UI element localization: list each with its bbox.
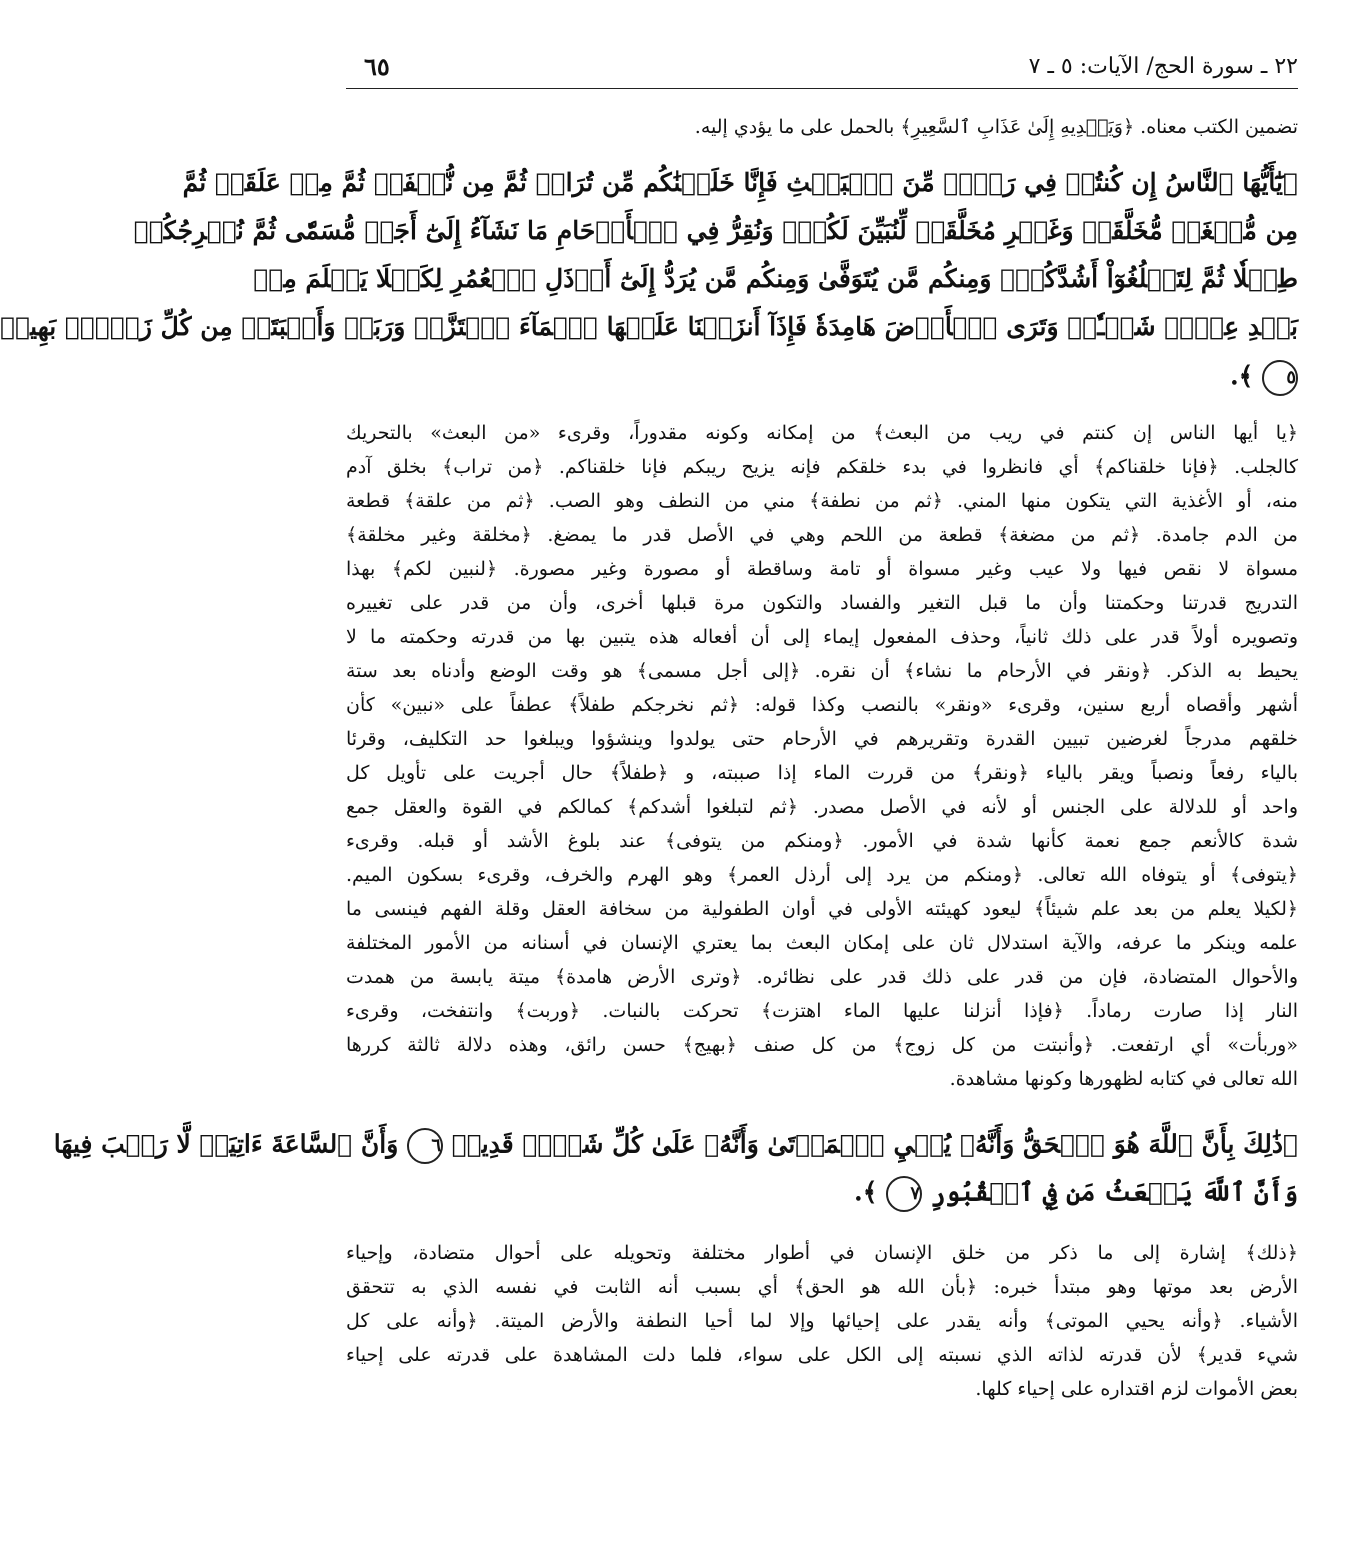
text-line: ﴿يتوفى﴾ أو يتوفاه الله تعالى. ﴿ومنكم من يرد إلى أرذل العمر﴾ وهو الهرم والخرف، وقرىء بسكون الميم. bbox=[346, 864, 1298, 886]
text-line: تضمين الكتب معناه. ﴿وَيَهۡدِيهِ إِلَىٰ عَذَابِ ٱلسَّعِيرِ﴾ بالحمل على ما يؤدي إليه. bbox=[694, 116, 1298, 138]
quran-line: بَعۡدِ عِلۡمٖ شَيۡـٔٗاۚ وَتَرَى ٱلۡأَرۡضَ هَامِدَةٗ فَإِذَآ أَنزَلۡنَا عَلَيۡهَا ٱلۡمَآءَ ٱهۡتَزَّتۡ وَرَبَتۡ وَأَنۢبَتَتۡ مِن كُلِّ زَوۡجِۭ بَهِيجٖ bbox=[0, 312, 1298, 341]
text-line: وتصويره أولاً قدر على ذلك ثانياً، وحذف المفعول إيماء إلى أن أفعاله هذه يتبين بها من قدرته وحكمته ما لا bbox=[346, 626, 1298, 648]
quran-line bbox=[53, 1128, 1298, 1164]
text-line: الأرض بعد موتها وهو مبتدأ خبره: ﴿بأن الله هو الحق﴾ أي بسبب أنه الثابت في نفسه الذي به تتحقق bbox=[346, 1276, 1298, 1298]
text-line: ﴿لكيلا يعلم من بعد علم شيئاً﴾ ليعود كهيئته الأولى في أوان الطفولية من سخافة العقل وقلة الفهم فينسى ما bbox=[346, 898, 1298, 920]
text-line: النار إذا صارت رماداً. ﴿فإذا أنزلنا عليها الماء اهتزت﴾ تحركت بالنبات. ﴿وربت﴾ وانتفخت، وقرىء bbox=[346, 1000, 1298, 1022]
text-line: مسواة لا نقص فيها ولا عيب وغير مسواة أو تامة وساقطة أو مصورة وغير مصورة. ﴿لنبين لكم﴾ بهذا bbox=[346, 558, 1299, 580]
quran-line: مِن مُّضۡغَةٖ مُّخَلَّقَةٖ وَغَيۡرِ مُخَلَّقَةٖ لِّنُبَيِّنَ لَكُمۡۚ وَنُقِرُّ فِي ٱلۡأَرۡحَامِ مَا نَشَآءُ إِلَىٰٓ أَجَلٖ مُّسَمّٗى ثُمَّ نُخۡرِجُكُمۡ bbox=[133, 216, 1298, 245]
text-line: والأحوال المتضادة، فإن من قدر على ذلك قدر على نظائره. ﴿وترى الأرض هامدة﴾ ميتة يابسة من همدت bbox=[346, 966, 1298, 988]
text-line: واحد أو للدلالة على الجنس أو لأنه في الأصل مصدر. ﴿ثم لتبلغوا أشدكم﴾ كمالكم في القوة والعقل جمع bbox=[346, 796, 1298, 818]
ayah-number-marker: ٧ bbox=[886, 1176, 922, 1212]
text-line: كالجلب. ﴿فإنا خلقناكم﴾ أي فانظروا في بدء خلقكم فإنه يزيح ريبكم فإنا خلقناكم. ﴿من تراب﴾ بخلق آدم bbox=[346, 456, 1298, 478]
text-line: ﴿يا أيها الناس إن كنتم في ريب من البعث﴾ من إمكانه وكونه مقدوراً، وقرىء «من البعث» بالتحريك bbox=[346, 422, 1298, 444]
text-line: شيء قدير﴾ لأن قدرته لذاته الذي نسبته إلى الكل على سواء، فلما دلت المشاهدة على قدرته على إحياء bbox=[346, 1344, 1298, 1366]
running-title: ٢٢ ـ سورة الحج/ الآيات: ٥ ـ ٧ bbox=[1028, 54, 1298, 79]
quran-line: وَأَنَّ ٱللَّهَ يَبۡعَثُ مَن فِي ٱلۡقُبُورِ ٧ ﴾. bbox=[346, 1176, 1298, 1212]
text-line: الله تعالى في كتابه لظهورها وكونها مشاهدة. bbox=[949, 1068, 1298, 1090]
text-line: ﴿ذلك﴾ إشارة إلى ما ذكر من خلق الإنسان في أطوار مختلفة وتحويله على أحوال متضادة، وإحياء bbox=[346, 1242, 1298, 1264]
text-line: من الدم جامدة. ﴿ثم من مضغة﴾ قطعة من اللحم وهي في الأصل قدر ما يمضغ. ﴿مخلقة وغير مخلقة﴾ bbox=[346, 524, 1298, 546]
text-line: أشهر وأقصاه أربع سنين، وقرىء «ونقر» بالنصب وكذا قوله: ﴿ثم نخرجكم طفلاً﴾ عطفاً على «نبين» كأن bbox=[346, 694, 1298, 716]
quran-line: طِفۡلٗا ثُمَّ لِتَبۡلُغُوٓاْ أَشُدَّكُمۡۖ وَمِنكُم مَّن يُتَوَفَّىٰ وَمِنكُم مَّن يُرَدُّ إِلَىٰٓ أَرۡذَلِ ٱلۡعُمُرِ لِكَيۡلَا يَعۡلَمَ مِنۢ bbox=[253, 264, 1298, 293]
text-line: شدة كالأنعم جمع نعمة كأنها شدة في الأمور. ﴿ومنكم من يتوفى﴾ عند بلوغ الأشد أو قبله. وقرىء bbox=[346, 830, 1298, 852]
ayah-number-marker: ٦ bbox=[407, 1128, 443, 1164]
text-line: يحيط به الذكر. ﴿ونقر في الأرحام ما نشاء﴾ أن نقره. ﴿إلى أجل مسمى﴾ هو وقت الوضع وأدناه بعد ستة bbox=[346, 660, 1298, 682]
ayah-number-marker: ٥ bbox=[1262, 360, 1298, 396]
header-rule bbox=[346, 88, 1298, 89]
text-line: بالياء رفعاً ونصباً ويقر بالياء ﴿ونقر﴾ من قررت الماء إذا صببته، و ﴿طفلاً﴾ حال أجريت على تأويل كل bbox=[346, 762, 1298, 784]
quran-verse-7-end: وَأَنَّ ٱللَّهَ يَبۡعَثُ مَن فِي ٱلۡقُبُورِ bbox=[930, 1177, 1298, 1207]
text-line: علمه وينكر ما عرفه، والآية استدلال ثان على إمكان البعث بما يعتري الإنسان في أسنانه من الأمور المختلفة bbox=[346, 932, 1298, 954]
text-line: «وربأت» أي ارتفعت. ﴿وأنبتت من كل زوج﴾ من كل صنف ﴿بهيج﴾ حسن رائق، وهذه دلالة ثالثة كررها bbox=[346, 1034, 1298, 1056]
text-line: بعض الأموات لزم اقتداره على إحياء كلها. bbox=[975, 1378, 1298, 1400]
text-line: خلقهم مدرجاً لغرضين تبيين القدرة وتقريرهم في الأرحام حتى يولدوا وينشؤوا ويبلغوا حد التكليف، وقرئا bbox=[346, 728, 1298, 750]
text-line: منه، أو الأغذية التي يتكون منها المني. ﴿ثم من نطفة﴾ مني من النطف وهو الصب. ﴿ثم من علقة﴾ قطعة bbox=[346, 490, 1298, 512]
text-line: الأشياء. ﴿وأنه يحيي الموتى﴾ وأنه يقدر على إحيائها وإلا لما أحيا النطفة والأرض الميتة. ﴿وأنه على كل bbox=[346, 1310, 1298, 1332]
quran-verse-7-start: وَأَنَّ ٱلسَّاعَةَ ءَاتِيَةٞ لَّا رَيۡبَ فِيهَا bbox=[53, 1129, 399, 1159]
text-line: التدريج قدرتنا وحكمتنا وأن ما قبل التغير والفساد والتكون مرة قبلها أخرى، وأن من قدر على تغييره bbox=[346, 592, 1298, 614]
page-number: ٦٥ bbox=[364, 52, 390, 81]
quran-verse-6: ﴿ذَٰلِكَ بِأَنَّ ٱللَّهَ هُوَ ٱلۡحَقُّ وَأَنَّهُۥ يُحۡيِ ٱلۡمَوۡتَىٰ وَأَنَّهُۥ عَلَىٰ كُلِّ شَيۡءٖ قَدِيرٞ bbox=[451, 1129, 1298, 1159]
quran-line: ﴿يَٰٓأَيُّهَا ٱلنَّاسُ إِن كُنتُمۡ فِي رَيۡبٖ مِّنَ ٱلۡبَعۡثِ فَإِنَّا خَلَقۡنَٰكُم مِّن تُرَابٖ ثُمَّ مِن نُّطۡفَةٖ ثُمَّ مِنۡ عَلَقَةٖ ثُمَّ bbox=[182, 168, 1298, 197]
quran-line-end: ٥ ﴾. bbox=[346, 360, 1298, 396]
page-header bbox=[346, 48, 1298, 88]
